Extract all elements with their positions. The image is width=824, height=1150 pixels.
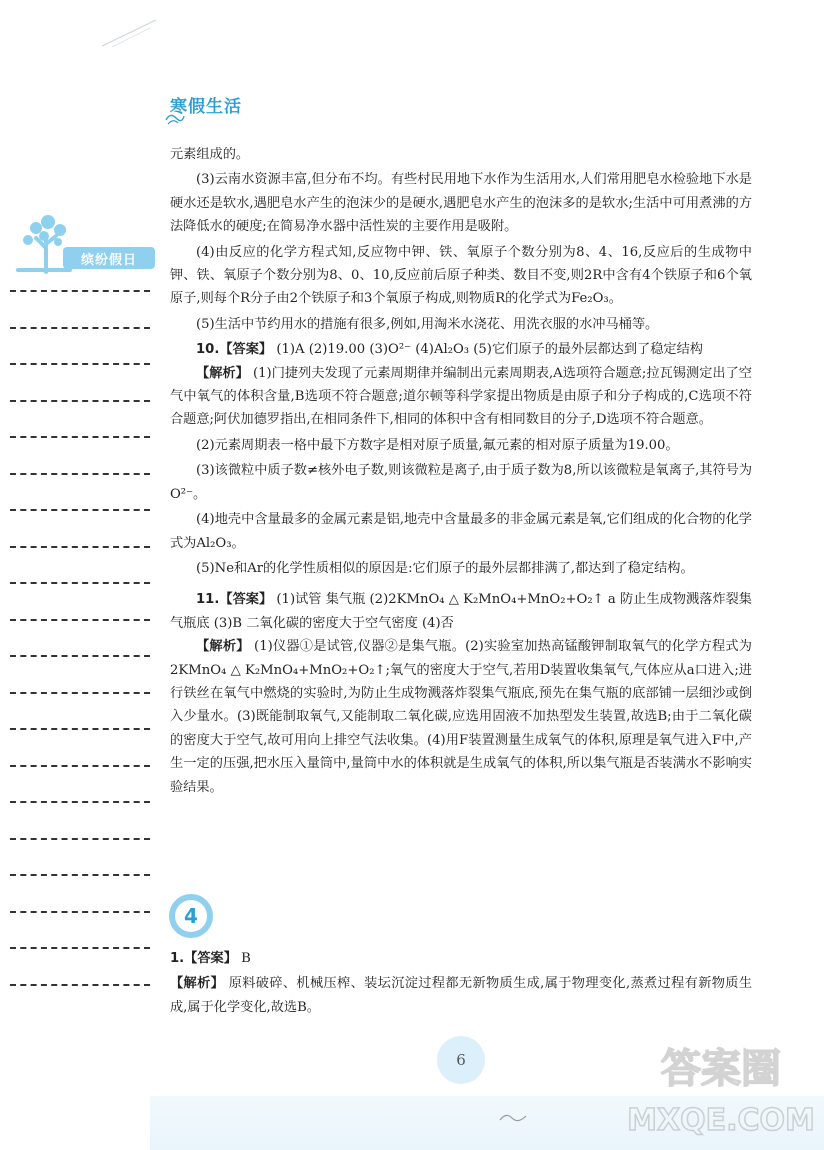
page-number: 6	[437, 1036, 485, 1084]
paragraph: (4)地壳中含量最多的金属元素是铝,地壳中含量最多的非金属元素是氧,它们组成的化合物的化学式为Al₂O₃。	[170, 512, 752, 551]
paragraph: (4)由反应的化学方程式知,反应物中钾、铁、氧原子个数分别为8、4、16,反应后的生成物中钾、铁、氧原子个数分别为8、0、10,反应前后原子种类、数目不变,则2R中含有4个铁原子和6个氧原子,则每个R分子由2个铁原子和3个氧原子构成,则物质R的化学式为Fe₂O₃。	[170, 244, 752, 307]
note-line	[10, 400, 150, 402]
q1-analysis	[170, 972, 752, 1019]
analysis-label: 【解析】	[196, 365, 249, 381]
section-number-badge	[168, 893, 214, 939]
analysis-label: 【解析】	[170, 976, 225, 992]
note-line	[10, 655, 150, 657]
q1-answer	[170, 947, 752, 970]
note-line	[10, 874, 150, 876]
decorative-lines	[100, 18, 160, 48]
note-line	[10, 692, 150, 694]
watermark-url: MXQE.COM	[627, 1103, 815, 1138]
note-line	[10, 436, 150, 438]
watermark	[626, 1032, 816, 1142]
note-lines	[10, 290, 150, 1020]
q10-analysis	[170, 362, 752, 432]
gear-badge-icon	[168, 893, 214, 939]
analysis-text: 原料破碎、机械压榨、装坛沉淀过程都无新物质生成,属于物理变化,蒸煮过程有新物质生成,属于化学变化,故选B。	[170, 976, 753, 1015]
swirl-icon	[164, 110, 186, 126]
note-line	[10, 546, 150, 548]
note-line	[10, 838, 150, 840]
answer-content	[170, 143, 752, 799]
q10-label: 10.【答案】	[196, 342, 273, 358]
q11-answer-text: (1)试管 集气瓶 (2)2KMnO₄ △ K₂MnO₄+MnO₂+O₂↑ a 防止生成物溅落炸裂集气瓶底 (3)B 二氧化碳的密度大于空气密度 (4)否	[170, 592, 752, 631]
swirl-icon	[498, 1110, 528, 1124]
paragraph: (5)生活中节约用水的措施有很多,例如,用淘米水浇花、用洗衣服的水冲马桶等。	[196, 316, 659, 332]
q1-label: 1.【答案】	[170, 951, 237, 966]
paragraph: (5)Ne和Ar的化学性质相似的原因是:它们原子的最外层都排满了,都达到了稳定结构。	[196, 560, 694, 576]
watermark-text: 答案圈	[661, 1046, 781, 1092]
note-line	[10, 984, 150, 986]
q10-answer	[170, 338, 752, 361]
note-line	[10, 327, 150, 329]
note-line	[10, 473, 150, 475]
note-line	[10, 911, 150, 913]
section-title: 寒假生活	[170, 97, 242, 117]
note-line	[10, 363, 150, 365]
paragraph: (3)云南水资源丰富,但分布不均。有些村民用地下水作为生活用水,人们常用肥皂水检验地下水是硬水还是软水,遇肥皂水产生的泡沫少的是硬水,遇肥皂水产生的泡沫多的是软水;生活中可用煮沸的方法降低水的硬度;在简易净水器中活性炭的主要作用是吸附。	[170, 172, 752, 235]
sidebar-badge: 缤纷假日	[63, 247, 155, 269]
paragraph: (3)该微粒中质子数≠核外电子数,则该微粒是离子,由于质子数为8,所以该微粒是氧离子,其符号为O²⁻。	[170, 463, 753, 502]
analysis-label: 【解析】	[196, 639, 250, 655]
note-line	[10, 290, 150, 292]
analysis-text: (1)仪器①是试管,仪器②是集气瓶。(2)实验室加热高锰酸钾制取氧气的化学方程式为2KMnO₄ △ K₂MnO₄+MnO₂+O₂↑;氧气的密度大于空气,若用D装置收集氧气,气体应从a口进入;进行铁丝在氧气中燃烧的实验时,为防止生成物溅落炸裂集气瓶底,预先在集气瓶的底部铺一层细沙或倒入少量水。(3)既能制取氧气,又能制取二氧化碳,应选用固液不加热型发生装置,故选B;由于二氧化碳的密度大于空气,故可用向上排空气法收集。(4)用F装置测量生成氧气的体积,原理是氧气进入F中,产生一定的压强,把水压入量筒中,量筒中水的体积就是生成氧气的体积,所以集气瓶是否装满水不影响实验结果。	[170, 639, 752, 795]
analysis-text: (1)门捷列夫发现了元素周期律并编制出元素周期表,A选项符合题意;拉瓦锡测定出了空气中氧气的体积含量,B选项不符合题意;道尔顿等科学家提出物质是由原子和分子构成的,C选项不符合题意;阿伏加德罗指出,在相同条件下,相同的体积中含有相同数目的分子,D选项不符合题意。	[170, 365, 752, 428]
section-number: 4	[184, 904, 198, 928]
note-line	[10, 509, 150, 511]
note-line	[10, 619, 150, 621]
note-line	[10, 582, 150, 584]
q11-label: 11.【答案】	[196, 592, 273, 608]
note-line	[10, 728, 150, 730]
q11-analysis	[170, 635, 752, 799]
q11-answer	[170, 588, 752, 635]
q10-answer-text: (1)A (2)19.00 (3)O²⁻ (4)Al₂O₃ (5)它们原子的最外层都达到了稳定结构	[272, 342, 703, 358]
paragraph: (2)元素周期表一格中最下方数字是相对原子质量,氟元素的相对原子质量为19.00。	[196, 437, 679, 453]
note-line	[10, 765, 150, 767]
section-4-content	[170, 947, 752, 1019]
q1-answer-text: B	[236, 951, 251, 966]
note-line	[10, 947, 150, 949]
note-line	[10, 801, 150, 803]
paragraph: 元素组成的。	[170, 147, 250, 162]
